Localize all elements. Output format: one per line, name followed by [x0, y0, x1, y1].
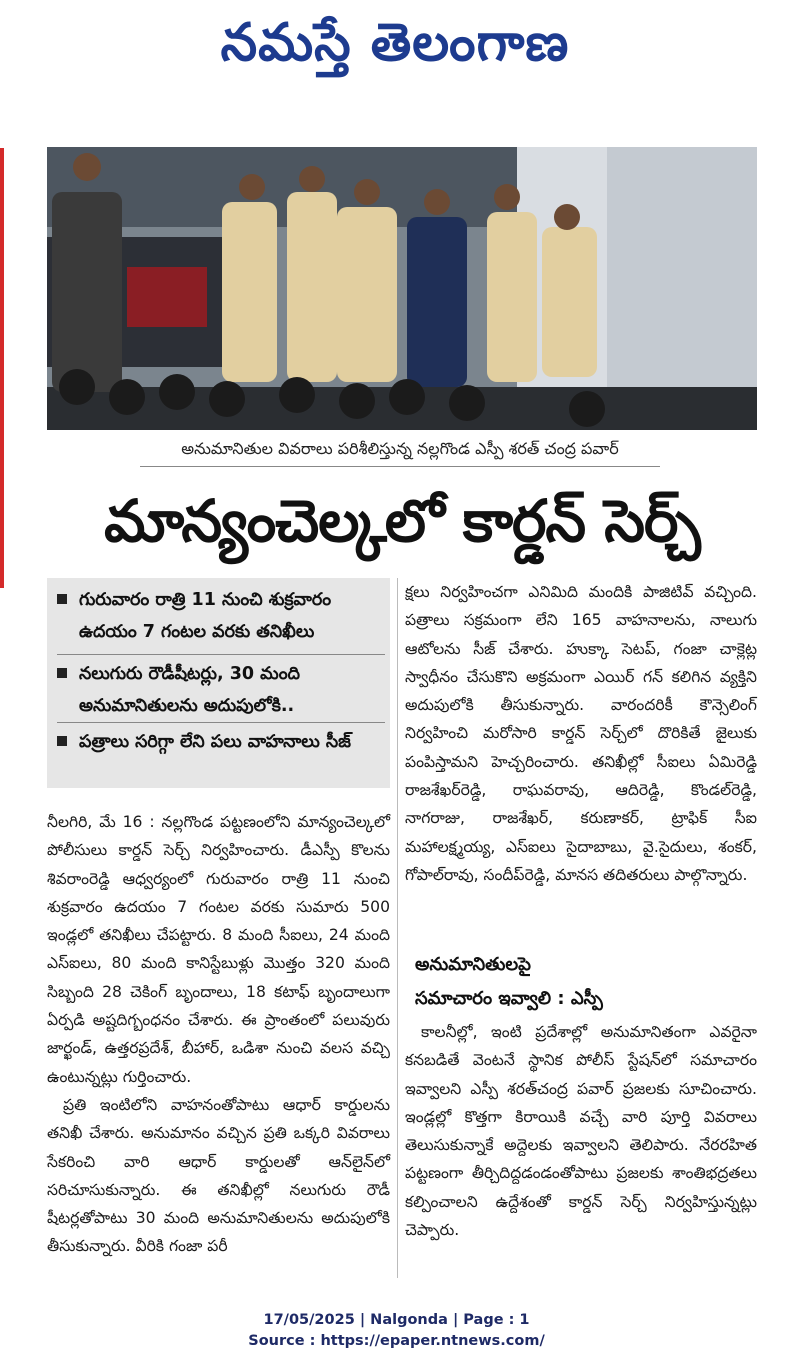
subheading-line-2: సమాచారం ఇవ్వాలి : ఎస్పీ	[415, 988, 603, 1009]
highlight-divider	[57, 722, 385, 723]
article-column-left	[47, 808, 390, 1261]
subheading-line-1: అనుమానితులపై	[415, 954, 531, 975]
paragraph: ప్రతి ఇంటిలోని వాహనంతోపాటు ఆధార్ కార్డులను తనిఖీ చేశారు. అనుమానం వచ్చిన ప్రతి ఒక్కరి వివరాలు సేకరించి వారి ఆధార్ కార్డులతో ఆన్‌లైన్‌లో సరిచూసుకున్నారు. ఈ తనిఖీల్లో నలుగురు రౌడీ షీటర్లతోపాటు 30 మంది అనుమానితులను అదుపులోకి తీసుకున్నారు. వీరికి గంజా పరీ	[47, 1095, 390, 1256]
photo-caption: అనుమానితుల వివరాలు పరిశీలిస్తున్న నల్లగొండ ఎస్పీ శరత్ చంద్ర పవార్	[181, 439, 619, 458]
bullet-square-icon	[57, 668, 67, 678]
article-headline: మాన్యంచెల్కలో కార్డన్ సెర్చ్	[104, 487, 700, 555]
paragraph: కాలనీల్లో, ఇంటి ప్రదేశాల్లో అనుమానితంగా ఎవరైనా కనబడితే వెంటనే స్థానిక పోలీస్ స్టేషన్‌లో సమాచారం ఇవ్వాలని ఎస్పీ శరత్‌చంద్ర పవార్ ప్రజలకు సూచించారు. ఇండ్లల్లో కొత్తగా కిరాయికి వచ్చే వారి పూర్తి వివరాలు తెలుసుకున్నాకే అద్దెలకు ఇవ్వాలని తెలిపారు. నేరరహిత పట్టణంగా తీర్చిదిద్దడండంతోపాటు ప్రజలకు శాంతిభద్రతలు కల్పించాలని ఉద్దేశంతో కార్డన్ సెర్చ్ నిర్వహిస్తున్నట్లు చెప్పారు.	[405, 1023, 757, 1240]
article-column-right-lower	[405, 1018, 757, 1244]
news-photo	[47, 147, 757, 430]
footer-source: Source : https://epaper.ntnews.com/	[248, 1333, 545, 1349]
highlight-item: నలుగురు రౌడీషీటర్లు, 30 మంది అనుమానితులను అదుపులోకి..	[57, 658, 385, 722]
highlight-item: పత్రాలు సరిగ్గా లేని పలు వాహనాలు సీజ్	[57, 726, 385, 758]
column-divider	[397, 578, 398, 1278]
highlight-divider	[57, 654, 385, 655]
paragraph: క్షలు నిర్వహించగా ఎనిమిది మందికి పాజిటివ్ వచ్చింది. పత్రాలు సక్రమంగా లేని 165 వాహనాలను, నాలుగు ఆటోలను సీజ్ చేశారు. హుక్కా సెటప్, గంజా చాక్లెట్ల స్వాధీనం చేసుకొని అక్రమంగా ఎయిర్ గన్ కలిగిన వ్యక్తిని అదుపులోకి తీసుకున్నారు. వారందరికీ కౌన్సెలింగ్ నిర్వహించి మరోసారి కార్డన్ సెర్చ్‌లో దొరికితే జైలుకు పంపిస్తామని హెచ్చరించారు. తనిఖీల్లో సీఐలు ఏమిరెడ్డి రాజశేఖర్‌రెడ్డి, రాఘవరావు, ఆదిరెడ్డి, కొండల్‌రెడ్డి, నాగరాజు, రాజశేఖర్, కరుణాకర్, ట్రాఫిక్ సీఐ మహాలక్ష్మయ్య, ఎస్ఐలు సైదాబాబు, వై.సైదులు, శంకర్, గోపాల్‌రావు, సందీప్‌రెడ్డి, మానస తదితరులు పాల్గొన్నారు.	[405, 583, 757, 884]
highlight-item: గురువారం రాత్రి 11 నుంచి శుక్రవారం ఉదయం 7 గంటల వరకు తనిఖీలు	[57, 584, 385, 648]
paragraph: నీలగిరి, మే 16 : నల్లగొండ పట్టణంలోని మాన్యంచెల్కలో పోలీసులు కార్డన్ సెర్చ్ నిర్వహించారు. డీఎస్పీ కొలను శివరాంరెడ్డి ఆధ్వర్యంలో గురువారం రాత్రి 11 నుంచి శుక్రవారం ఉదయం 7 గంటల వరకు సుమారు 500 ఇండ్లలో తనిఖీలు చేపట్టారు. 8 మంది సీఐలు, 24 మంది ఎస్ఐలు, 80 మంది కానిస్టేబుళ్లు మొత్తం 320 మంది సిబ్బంది 28 చెకింగ్ బృందాలు, 18 కటాఫ్ బృందాలుగా ఏర్పడి అష్టదిగ్బంధనం చేశారు. ఈ ప్రాంతంలో పలువురు జార్ఖండ్, ఉత్తరప్రదేశ్, బీహార్, ఒడిశా నుంచి వలస వచ్చి ఉంటున్నట్లు గుర్తించారు.	[47, 813, 390, 1086]
footer-dateline: 17/05/2025 | Nalgonda | Page : 1	[263, 1312, 530, 1328]
article-column-right	[405, 578, 757, 889]
bullet-square-icon	[57, 736, 67, 746]
highlights-box	[47, 578, 390, 788]
bullet-square-icon	[57, 594, 67, 604]
left-accent-rule	[0, 148, 4, 588]
caption-divider	[140, 466, 660, 467]
masthead-title: నమస్తే తెలంగాణ	[220, 12, 570, 73]
